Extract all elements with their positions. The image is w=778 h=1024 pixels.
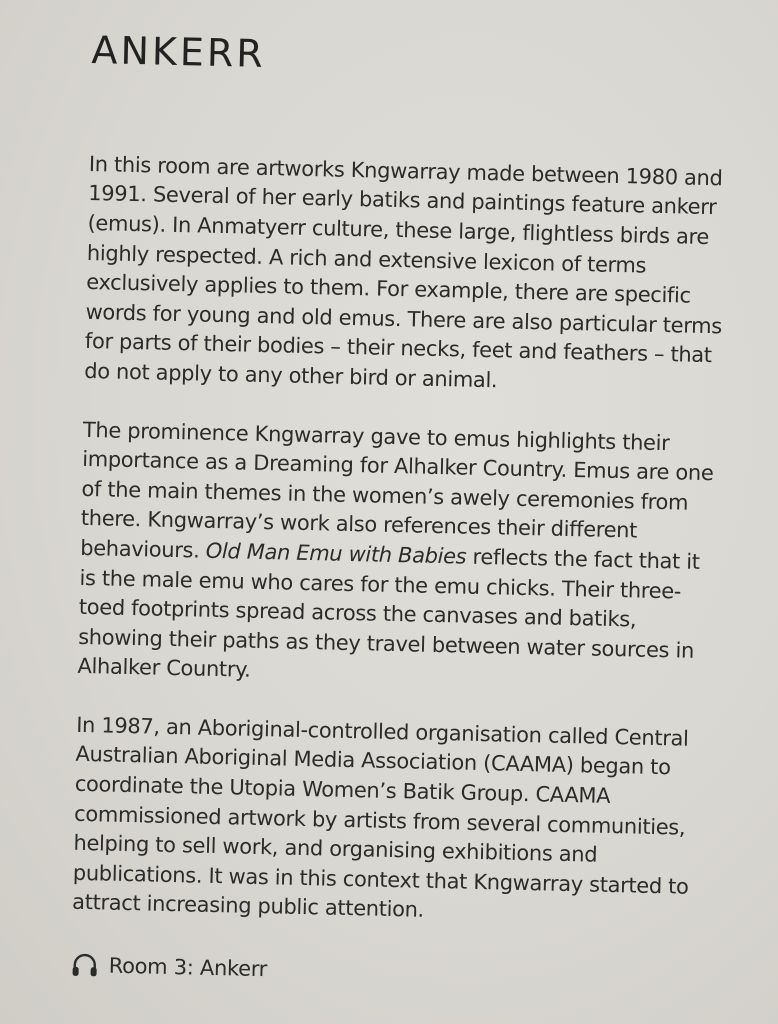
artwork-title: Old Man Emu with Babies xyxy=(205,538,467,569)
audio-guide-label xyxy=(70,952,710,993)
paragraph-2 xyxy=(77,415,723,696)
wall-text-panel xyxy=(70,30,731,992)
paragraph-1: In this room are artworks Kngwarray made between 1980 and 1991. Several of her early batiks and paintings feature ankerr (emus). In Anmatyerr culture, these large, flightless birds are highly respected. A rich and extensive lexicon of terms exclusively applies to them. For example, there are specific words for young and old emus. There are also particular terms for parts of their bodies – their necks, feet and feathers – that do not apply to any other bird or animal. xyxy=(83,151,723,393)
paragraph-2-text-a: The prominence Kngwarray gave to emus highlights their importance as a Dreaming for Alhalker Country. Emus are one of the main themes in the women’s awely ceremonies from there. Kngwarray’s work also references their different behaviours. xyxy=(79,417,714,563)
paragraph-3: In 1987, an Aboriginal-controlled organisation called Central Australian Aboriginal Media Association (CAAMA) began to coordinate the Utopia Women’s Batik Group. CAAMA commissioned artwork by artists from several communities, helping to sell work, and organising exhibitions and publications. It was in this context that Kngwarray started to attract increasing public attention. xyxy=(71,712,689,923)
audio-guide-text: Room 3: Ankerr xyxy=(108,953,268,982)
paragraph-2-text-b: reflects the fact that it is the male emu who cares for the emu chicks. Their three-toed footprints spread across the canvases and batiks, showing their paths as they travel between water sources in Alhalker Country. xyxy=(77,544,700,683)
panel-title: ANKERR xyxy=(91,28,267,76)
headphones-icon xyxy=(70,952,99,979)
